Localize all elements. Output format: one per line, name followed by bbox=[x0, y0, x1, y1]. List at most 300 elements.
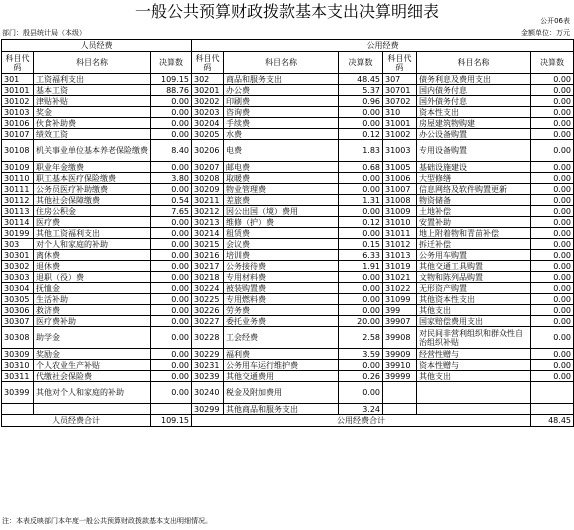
cell-amount: 0.00 bbox=[339, 305, 383, 316]
cell-name: 物业管理费 bbox=[224, 184, 339, 195]
cell-name: 办公设备购置 bbox=[417, 129, 531, 140]
cell-name: 工资福利支出 bbox=[34, 74, 151, 85]
cell-code: 301 bbox=[2, 74, 34, 85]
cell-amount: 0.00 bbox=[531, 261, 574, 272]
cell-name: 伙食补助费 bbox=[34, 118, 151, 129]
cell-code: 30225 bbox=[192, 294, 224, 305]
cell-code: 31099 bbox=[383, 294, 417, 305]
table-row bbox=[2, 173, 574, 184]
cell-code: 30102 bbox=[2, 96, 34, 107]
table-row bbox=[2, 250, 574, 261]
cell-name: 土地补偿 bbox=[417, 206, 531, 217]
cell-code: 30399 bbox=[2, 382, 34, 404]
cell-amount: 0.54 bbox=[151, 195, 192, 206]
table-row bbox=[2, 107, 574, 118]
cell-name: 奖励金 bbox=[34, 349, 151, 360]
cell-name: 国内债务付息 bbox=[417, 85, 531, 96]
cell-name: 地上附着物和青苗补偿 bbox=[417, 228, 531, 239]
cell-amount: 0.00 bbox=[339, 184, 383, 195]
cell-amount: 0.00 bbox=[531, 250, 574, 261]
cell-name: 国外债务付息 bbox=[417, 96, 531, 107]
table-row bbox=[2, 327, 574, 349]
cell-amount: 0.26 bbox=[339, 371, 383, 382]
table-row bbox=[2, 85, 574, 96]
cell-code: 39907 bbox=[383, 316, 417, 327]
table-row bbox=[2, 184, 574, 195]
name-header: 科目名称 bbox=[224, 52, 339, 74]
cell-amount: 0.12 bbox=[339, 217, 383, 228]
cell-name: 其他支出 bbox=[417, 305, 531, 316]
cell-name: 福利费 bbox=[224, 349, 339, 360]
cell-code: 30201 bbox=[192, 85, 224, 96]
cell-code: 30301 bbox=[2, 250, 34, 261]
cell-amount: 0.00 bbox=[151, 305, 192, 316]
cell-name: 会议费 bbox=[224, 239, 339, 250]
cell-name: 安置补助 bbox=[417, 217, 531, 228]
cell-code bbox=[383, 404, 417, 415]
cell-name: 对个人和家庭的补助 bbox=[34, 239, 151, 250]
cell-code: 30240 bbox=[192, 382, 224, 404]
cell-name: 税金及附加费用 bbox=[224, 382, 339, 404]
cell-name: 助学金 bbox=[34, 327, 151, 349]
cell-amount: 0.00 bbox=[531, 360, 574, 371]
cell-name: 公务用车运行维护费 bbox=[224, 360, 339, 371]
cell-code: 30108 bbox=[2, 140, 34, 162]
cell-amount: 0.00 bbox=[151, 239, 192, 250]
cell-amount bbox=[531, 404, 574, 415]
cell-code: 30110 bbox=[2, 173, 34, 184]
name-header: 科目名称 bbox=[34, 52, 151, 74]
code-header: 科目代码 bbox=[192, 52, 224, 74]
cell-code: 31009 bbox=[383, 206, 417, 217]
cell-name: 基础设施建设 bbox=[417, 162, 531, 173]
cell-name: 医疗费 bbox=[34, 217, 151, 228]
cell-code: 30217 bbox=[192, 261, 224, 272]
cell-name: 职业年金缴费 bbox=[34, 162, 151, 173]
table-row bbox=[2, 360, 574, 371]
cell-amount: 8.40 bbox=[151, 140, 192, 162]
cell-code: 30109 bbox=[2, 162, 34, 173]
cell-amount: 0.00 bbox=[531, 85, 574, 96]
cell-amount: 0.00 bbox=[339, 294, 383, 305]
cell-code: 30204 bbox=[192, 118, 224, 129]
cell-code: 30202 bbox=[192, 96, 224, 107]
cell-name: 医疗费补助 bbox=[34, 316, 151, 327]
cell-code: 30214 bbox=[192, 228, 224, 239]
cell-code: 307 bbox=[383, 74, 417, 85]
cell-code: 39999 bbox=[383, 371, 417, 382]
cell-amount: 0.68 bbox=[339, 162, 383, 173]
cell-name: 公务员医疗补助缴费 bbox=[34, 184, 151, 195]
table-row bbox=[2, 283, 574, 294]
name-header: 科目名称 bbox=[417, 52, 531, 74]
cell-amount: 0.00 bbox=[151, 217, 192, 228]
cell-amount: 0.00 bbox=[531, 228, 574, 239]
cell-code: 30303 bbox=[2, 272, 34, 283]
cell-code: 31007 bbox=[383, 184, 417, 195]
cell-code: 30224 bbox=[192, 283, 224, 294]
cell-name bbox=[34, 404, 151, 415]
public-total-value: 48.45 bbox=[531, 415, 574, 427]
cell-amount: 0.15 bbox=[339, 239, 383, 250]
cell-amount: 1.91 bbox=[339, 261, 383, 272]
cell-name: 被装购置费 bbox=[224, 283, 339, 294]
cell-code: 30103 bbox=[2, 107, 34, 118]
cell-code: 30207 bbox=[192, 162, 224, 173]
cell-name: 职工基本医疗保险缴费 bbox=[34, 173, 151, 184]
cell-name: 手续费 bbox=[224, 118, 339, 129]
cell-code: 30310 bbox=[2, 360, 34, 371]
cell-name: 专用燃料费 bbox=[224, 294, 339, 305]
cell-amount: 0.00 bbox=[339, 173, 383, 184]
cell-name: 国家赔偿费用支出 bbox=[417, 316, 531, 327]
cell-name: 办公费 bbox=[224, 85, 339, 96]
cell-code: 31006 bbox=[383, 173, 417, 184]
cell-name: 取暖费 bbox=[224, 173, 339, 184]
expenditure-table bbox=[1, 39, 574, 427]
cell-amount: 20.00 bbox=[339, 316, 383, 327]
cell-name: 公务用车购置 bbox=[417, 250, 531, 261]
cell-amount: 0.00 bbox=[151, 371, 192, 382]
personnel-total-value: 109.15 bbox=[151, 415, 192, 427]
cell-amount: 0.00 bbox=[339, 107, 383, 118]
cell-code: 31022 bbox=[383, 283, 417, 294]
cell-code: 30218 bbox=[192, 272, 224, 283]
cell-code: 30306 bbox=[2, 305, 34, 316]
cell-amount: 3.59 bbox=[339, 349, 383, 360]
cell-amount: 0.00 bbox=[531, 162, 574, 173]
cell-amount: 0.00 bbox=[339, 283, 383, 294]
cell-name: 水费 bbox=[224, 129, 339, 140]
cell-amount: 0.00 bbox=[339, 206, 383, 217]
cell-code: 30199 bbox=[2, 228, 34, 239]
table-row bbox=[2, 261, 574, 272]
cell-name: 绩效工资 bbox=[34, 129, 151, 140]
cell-code: 30205 bbox=[192, 129, 224, 140]
cell-amount: 0.00 bbox=[339, 272, 383, 283]
cell-code: 31001 bbox=[383, 118, 417, 129]
cell-name: 维修（护）费 bbox=[224, 217, 339, 228]
cell-code: 30226 bbox=[192, 305, 224, 316]
cell-name: 津贴补贴 bbox=[34, 96, 151, 107]
cell-name: 生活补助 bbox=[34, 294, 151, 305]
cell-code: 30311 bbox=[2, 371, 34, 382]
cell-name: 其他工资福利支出 bbox=[34, 228, 151, 239]
table-row bbox=[2, 305, 574, 316]
cell-amount: 0.00 bbox=[531, 173, 574, 184]
cell-amount: 5.37 bbox=[339, 85, 383, 96]
cell-code: 30107 bbox=[2, 129, 34, 140]
cell-code: 30299 bbox=[192, 404, 224, 415]
amount-header: 决算数 bbox=[151, 52, 192, 74]
cell-name: 其他资本性支出 bbox=[417, 294, 531, 305]
cell-amount: 109.15 bbox=[151, 74, 192, 85]
cell-name: 退休费 bbox=[34, 261, 151, 272]
cell-name: 公务接待费 bbox=[224, 261, 339, 272]
cell-code: 30308 bbox=[2, 327, 34, 349]
cell-amount: 48.45 bbox=[339, 74, 383, 85]
table-row bbox=[2, 162, 574, 173]
cell-amount: 0.00 bbox=[531, 129, 574, 140]
cell-name: 邮电费 bbox=[224, 162, 339, 173]
personnel-header: 人员经费 bbox=[2, 40, 192, 52]
cell-code: 30304 bbox=[2, 283, 34, 294]
table-row bbox=[2, 217, 574, 228]
cell-name: 房屋建筑物购建 bbox=[417, 118, 531, 129]
cell-amount: 0.00 bbox=[151, 96, 192, 107]
cell-amount: 7.65 bbox=[151, 206, 192, 217]
cell-name bbox=[417, 382, 531, 404]
cell-name: 基本工资 bbox=[34, 85, 151, 96]
cell-amount: 0.00 bbox=[151, 327, 192, 349]
cell-name: 救济费 bbox=[34, 305, 151, 316]
cell-code: 30209 bbox=[192, 184, 224, 195]
cell-code: 30302 bbox=[2, 261, 34, 272]
cell-amount: 2.58 bbox=[339, 327, 383, 349]
cell-name: 物资储备 bbox=[417, 195, 531, 206]
cell-amount: 0.00 bbox=[531, 327, 574, 349]
cell-code: 31019 bbox=[383, 261, 417, 272]
table-row bbox=[2, 404, 574, 415]
cell-name: 抚恤金 bbox=[34, 283, 151, 294]
cell-amount: 0.00 bbox=[531, 294, 574, 305]
cell-name: 文物和陈列品购置 bbox=[417, 272, 531, 283]
form-number: 公开06表 bbox=[540, 17, 570, 25]
cell-code: 31002 bbox=[383, 129, 417, 140]
cell-amount: 3.24 bbox=[339, 404, 383, 415]
cell-code: 310 bbox=[383, 107, 417, 118]
cell-amount: 0.00 bbox=[339, 382, 383, 404]
table-row bbox=[2, 272, 574, 283]
cell-amount: 0.00 bbox=[531, 195, 574, 206]
cell-name: 其他交通工具购置 bbox=[417, 261, 531, 272]
cell-amount: 0.00 bbox=[151, 316, 192, 327]
amount-unit: 金额单位：万元 bbox=[521, 29, 570, 37]
cell-name: 培训费 bbox=[224, 250, 339, 261]
cell-code: 302 bbox=[192, 74, 224, 85]
table-row bbox=[2, 316, 574, 327]
cell-code: 30113 bbox=[2, 206, 34, 217]
cell-code: 30231 bbox=[192, 360, 224, 371]
cell-code: 303 bbox=[2, 239, 34, 250]
cell-name: 资本性赠与 bbox=[417, 360, 531, 371]
amount-header: 决算数 bbox=[339, 52, 383, 74]
table-row bbox=[2, 206, 574, 217]
cell-code: 31013 bbox=[383, 250, 417, 261]
cell-code: 30203 bbox=[192, 107, 224, 118]
cell-name: 电费 bbox=[224, 140, 339, 162]
cell-amount: 0.00 bbox=[339, 228, 383, 239]
cell-amount: 0.00 bbox=[151, 162, 192, 173]
cell-amount: 0.96 bbox=[339, 96, 383, 107]
report-title: 一般公共预算财政拨款基本支出决算明细表 bbox=[134, 2, 439, 21]
cell-code: 30216 bbox=[192, 250, 224, 261]
cell-code: 31003 bbox=[383, 140, 417, 162]
cell-name: 其他支出 bbox=[417, 371, 531, 382]
cell-code: 30212 bbox=[192, 206, 224, 217]
cell-amount: 3.80 bbox=[151, 173, 192, 184]
cell-name: 其他交通费用 bbox=[224, 371, 339, 382]
cell-code: 30227 bbox=[192, 316, 224, 327]
cell-amount: 0.12 bbox=[339, 129, 383, 140]
cell-amount: 0.00 bbox=[151, 382, 192, 404]
cell-name: 无形资产购置 bbox=[417, 283, 531, 294]
cell-code: 31005 bbox=[383, 162, 417, 173]
cell-amount: 0.00 bbox=[151, 360, 192, 371]
cell-code: 31010 bbox=[383, 217, 417, 228]
cell-name: 委托业务费 bbox=[224, 316, 339, 327]
cell-amount: 0.00 bbox=[151, 250, 192, 261]
cell-code bbox=[383, 382, 417, 404]
cell-code: 31008 bbox=[383, 195, 417, 206]
code-header: 科目代码 bbox=[383, 52, 417, 74]
cell-name: 差旅费 bbox=[224, 195, 339, 206]
cell-code: 30213 bbox=[192, 217, 224, 228]
table-row bbox=[2, 239, 574, 250]
cell-amount: 6.33 bbox=[339, 250, 383, 261]
cell-amount: 0.00 bbox=[531, 74, 574, 85]
cell-amount: 0.00 bbox=[531, 107, 574, 118]
cell-code: 31011 bbox=[383, 228, 417, 239]
cell-code bbox=[2, 404, 34, 415]
cell-name: 代缴社会保险费 bbox=[34, 371, 151, 382]
cell-name: 经营性赠与 bbox=[417, 349, 531, 360]
public-header: 公用经费 bbox=[192, 40, 574, 52]
table-row bbox=[2, 382, 574, 404]
footnote: 注：本表反映部门本年度一般公共预算财政拨款基本支出明细情况。 bbox=[2, 517, 212, 525]
cell-amount: 0.00 bbox=[531, 96, 574, 107]
cell-amount: 0.00 bbox=[531, 305, 574, 316]
cell-name: 拆迁补偿 bbox=[417, 239, 531, 250]
cell-amount: 0.00 bbox=[151, 294, 192, 305]
cell-amount: 0.00 bbox=[531, 272, 574, 283]
cell-name: 债务利息及费用支出 bbox=[417, 74, 531, 85]
table-row bbox=[2, 294, 574, 305]
cell-code: 30228 bbox=[192, 327, 224, 349]
cell-name: 因公出国（境）费用 bbox=[224, 206, 339, 217]
table-row bbox=[2, 349, 574, 360]
cell-name: 离休费 bbox=[34, 250, 151, 261]
cell-amount: 0.00 bbox=[151, 228, 192, 239]
cell-amount: 0.00 bbox=[151, 107, 192, 118]
cell-name: 奖金 bbox=[34, 107, 151, 118]
cell-amount: 0.00 bbox=[151, 129, 192, 140]
cell-code: 30701 bbox=[383, 85, 417, 96]
cell-amount: 0.00 bbox=[531, 349, 574, 360]
cell-name: 信息网络及软件购置更新 bbox=[417, 184, 531, 195]
cell-amount bbox=[151, 404, 192, 415]
cell-code: 31012 bbox=[383, 239, 417, 250]
table-row bbox=[2, 96, 574, 107]
cell-name: 住房公积金 bbox=[34, 206, 151, 217]
cell-name: 个人农业生产补贴 bbox=[34, 360, 151, 371]
cell-code: 399 bbox=[383, 305, 417, 316]
cell-amount: 0.00 bbox=[339, 360, 383, 371]
cell-amount: 88.76 bbox=[151, 85, 192, 96]
cell-code: 30307 bbox=[2, 316, 34, 327]
table-row bbox=[2, 129, 574, 140]
cell-name: 商品和服务支出 bbox=[224, 74, 339, 85]
table-row bbox=[2, 228, 574, 239]
cell-amount: 0.00 bbox=[151, 261, 192, 272]
cell-name: 印刷费 bbox=[224, 96, 339, 107]
code-header: 科目代码 bbox=[2, 52, 34, 74]
department-label: 部门：殷县统计局（本级） bbox=[2, 29, 86, 37]
cell-code: 31021 bbox=[383, 272, 417, 283]
cell-code: 30114 bbox=[2, 217, 34, 228]
cell-amount: 0.00 bbox=[151, 283, 192, 294]
cell-amount: 0.00 bbox=[531, 316, 574, 327]
cell-amount: 0.00 bbox=[531, 239, 574, 250]
cell-code: 30309 bbox=[2, 349, 34, 360]
cell-name: 专用设备购置 bbox=[417, 140, 531, 162]
cell-name: 工会经费 bbox=[224, 327, 339, 349]
cell-amount: 1.83 bbox=[339, 140, 383, 162]
cell-code: 30239 bbox=[192, 371, 224, 382]
table-row bbox=[2, 140, 574, 162]
cell-amount: 0.00 bbox=[531, 217, 574, 228]
cell-name: 退职（役）费 bbox=[34, 272, 151, 283]
cell-amount: 0.00 bbox=[339, 118, 383, 129]
cell-amount: 0.00 bbox=[531, 283, 574, 294]
cell-amount: 0.00 bbox=[531, 184, 574, 195]
cell-amount: 0.00 bbox=[531, 140, 574, 162]
cell-name: 租赁费 bbox=[224, 228, 339, 239]
cell-code: 30211 bbox=[192, 195, 224, 206]
cell-amount: 0.00 bbox=[531, 118, 574, 129]
cell-code: 30111 bbox=[2, 184, 34, 195]
cell-amount: 1.31 bbox=[339, 195, 383, 206]
cell-code: 30702 bbox=[383, 96, 417, 107]
cell-code: 39909 bbox=[383, 349, 417, 360]
cell-code: 30106 bbox=[2, 118, 34, 129]
table-row bbox=[2, 118, 574, 129]
cell-name: 其他商品和服务支出 bbox=[224, 404, 339, 415]
public-total-label: 公用经费合计 bbox=[192, 415, 531, 427]
cell-amount: 0.00 bbox=[151, 272, 192, 283]
cell-code: 30215 bbox=[192, 239, 224, 250]
cell-name: 大型修缮 bbox=[417, 173, 531, 184]
cell-amount: 0.00 bbox=[531, 206, 574, 217]
cell-name: 专用材料费 bbox=[224, 272, 339, 283]
cell-name: 机关事业单位基本养老保险缴费 bbox=[34, 140, 151, 162]
cell-amount: 0.00 bbox=[151, 184, 192, 195]
amount-header: 决算数 bbox=[531, 52, 574, 74]
cell-amount bbox=[531, 382, 574, 404]
cell-code: 39908 bbox=[383, 327, 417, 349]
cell-code: 30112 bbox=[2, 195, 34, 206]
cell-code: 30206 bbox=[192, 140, 224, 162]
personnel-total-label: 人员经费合计 bbox=[2, 415, 151, 427]
cell-amount: 0.00 bbox=[151, 349, 192, 360]
cell-amount: 0.00 bbox=[531, 371, 574, 382]
cell-code: 30305 bbox=[2, 294, 34, 305]
cell-name: 其他社会保障缴费 bbox=[34, 195, 151, 206]
cell-amount: 0.00 bbox=[151, 118, 192, 129]
cell-name: 资本性支出 bbox=[417, 107, 531, 118]
table-row bbox=[2, 74, 574, 85]
table-row bbox=[2, 195, 574, 206]
cell-name bbox=[417, 404, 531, 415]
cell-name: 对民间非营利组织和群众性自治组织补贴 bbox=[417, 327, 531, 349]
cell-name: 咨询费 bbox=[224, 107, 339, 118]
cell-name: 劳务费 bbox=[224, 305, 339, 316]
cell-name: 其他对个人和家庭的补助 bbox=[34, 382, 151, 404]
cell-code: 30229 bbox=[192, 349, 224, 360]
cell-code: 30208 bbox=[192, 173, 224, 184]
table-row bbox=[2, 371, 574, 382]
cell-code: 39910 bbox=[383, 360, 417, 371]
